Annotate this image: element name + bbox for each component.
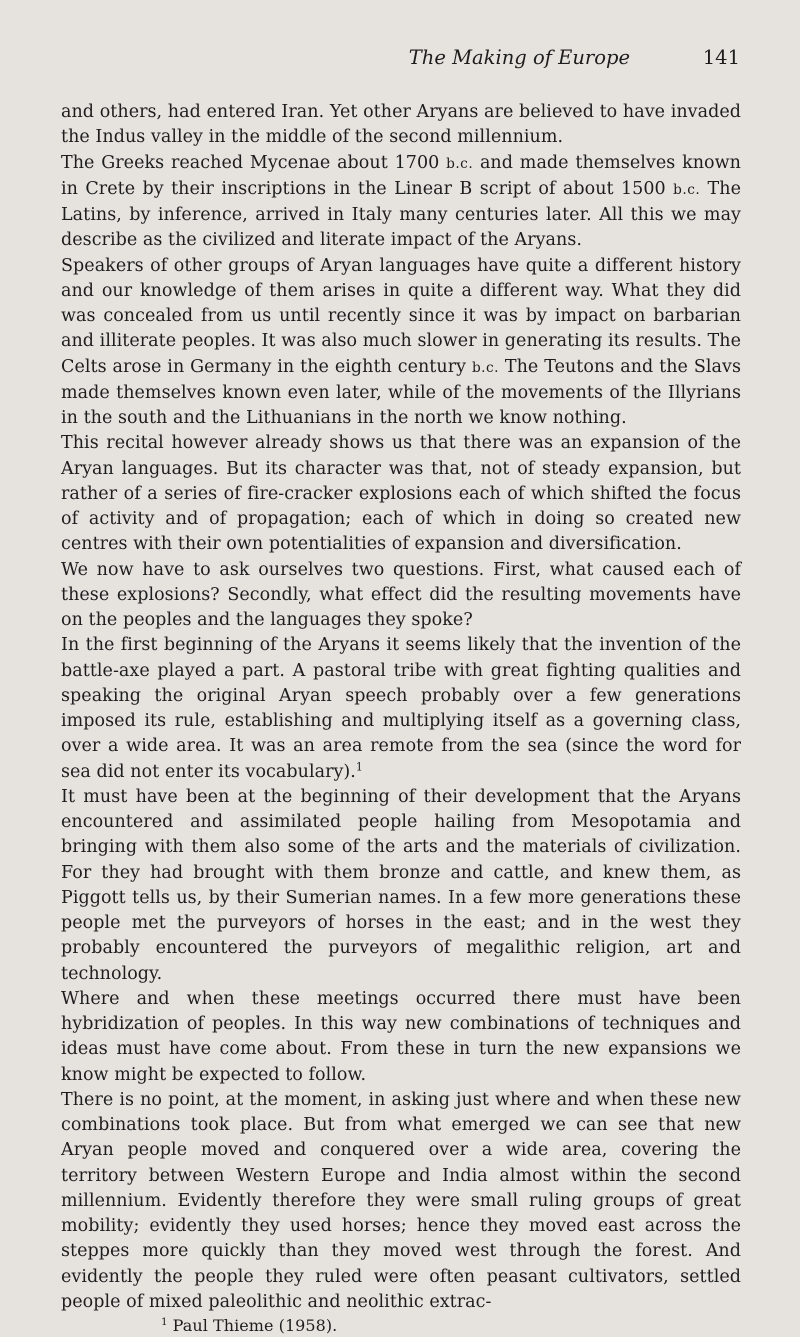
body-text <box>61 100 741 1337</box>
era-abbreviation: b.c. <box>446 155 474 172</box>
text-run: We now have to ask ourselves two questions. First, what caused each of these explosions? Secondly, what effect did the resulting movements have on the peoples and the languages they spoke? <box>61 559 741 630</box>
footnote <box>61 1315 741 1337</box>
text-run: Where and when these meetings occurred there must have been hybridization of peoples. In this way new combinations of techniques and ideas must have come about. From these in turn the new expansions we know might be expected to follow. <box>61 988 741 1085</box>
text-run: Speakers of other groups of Aryan languages have quite a different history and our knowledge of them arises in quite a different way. What they did was concealed from us until recently since it was by impact on barbarian and illiterate peoples. It was also much slower in generating its results. The Celts arose in Germany in the eighth century <box>61 255 741 377</box>
era-abbreviation: b.c. <box>673 181 701 198</box>
page-number: 141 <box>702 46 740 69</box>
paragraph <box>61 785 741 987</box>
paragraph <box>61 558 741 634</box>
paragraph <box>61 254 741 432</box>
text-run: and others, had entered Iran. Yet other Aryans are believed to have invaded the Indus valley in the middle of the second millennium. <box>61 102 741 148</box>
paragraph <box>61 431 741 557</box>
text-run: The Greeks reached Mycenae about 1700 <box>61 152 447 173</box>
text-run: There is no point, at the moment, in asking just where and when these new combinations took place. But from what emerged we can see that new Aryan people moved and conquered over a wide area, covering the territory between Western Europe and India almost within the second millennium. Evidently therefore they were small ruling groups of great mobility; evidently they used horses; hence they moved east across the steppes more quickly than they moved west through the forest. And evidently the people they ruled were often peasant cultivators, settled people of mixed paleolithic and neolithic extrac- <box>61 1089 741 1312</box>
paragraph <box>61 633 741 785</box>
text-run: This recital however already shows us that there was an expansion of the Aryan languages. But its character was that, not of steady expansion, but rather of a series of fire-cracker explosions each of which shifted the focus of activity and of propagation; each of which in doing so created new centres with their own potentialities of expansion and diversification. <box>61 433 741 555</box>
paragraph <box>61 1088 741 1315</box>
paragraph <box>61 100 741 151</box>
paragraph <box>61 151 741 254</box>
paragraph <box>61 987 741 1088</box>
running-title: The Making of Europe <box>408 46 630 69</box>
text-run: In the first beginning of the Aryans it seems likely that the invention of the battle-axe played a part. A pastoral tribe with great fighting qualities and speaking the original Aryan speech probably over a few generations imposed its rule, establishing and multiplying itself as a governing class, over a wide area. It was an area remote from the sea (since the word for sea did not enter its vocabulary). <box>61 635 741 782</box>
footnote-marker: 1 <box>161 1315 168 1328</box>
era-abbreviation: b.c. <box>471 359 499 376</box>
text-run: It must have been at the beginning of their development that the Aryans encountered and assimilated people hailing from Mesopotamia and bringing with them also some of the arts and the materials of civilization. For they had brought with them bronze and cattle, and knew them, as Piggott tells us, by their Sumerian names. In a few more generations these people met the purveyors of horses in the east; and in the west they probably encountered the purveyors of megalithic religion, art and technology. <box>61 786 741 984</box>
text-run: The Latins, by inference, arrived in Italy many centuries later. All this we may describe as the civilized and literate impact of the Aryans. <box>61 178 742 251</box>
text-run: The Teutons and the Slavs made themselves known even later, while of the movements of the Illyrians in the south and the Lithuanians in the north we know nothing. <box>61 356 741 428</box>
text-run: and made themselves known in Crete by their inscriptions in the Linear B script of about 1500 <box>61 152 741 199</box>
running-head <box>60 46 740 76</box>
footnote-text: Paul Thieme (1958). <box>172 1316 338 1335</box>
footnote-reference: 1 <box>355 760 363 773</box>
